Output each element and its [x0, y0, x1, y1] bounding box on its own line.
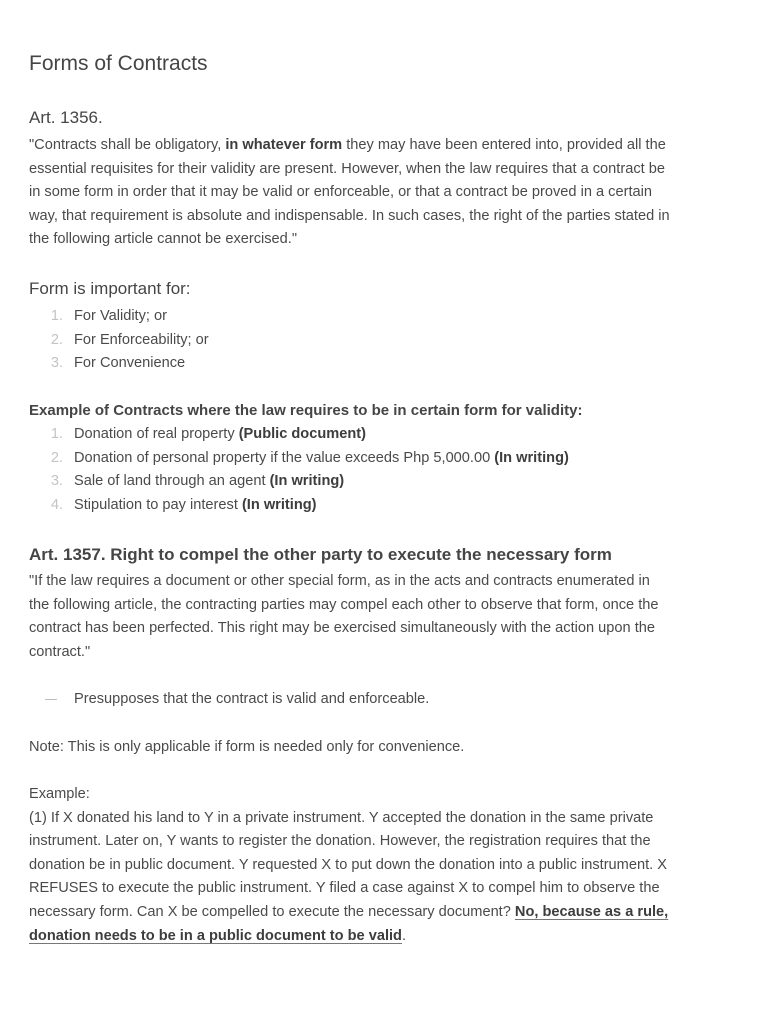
art-1357-paragraph: "If the law requires a document or other special form, as in the acts and contracts enumerated in the following article, the contracting parties may compel each other to observe that form, once the contract has been perfected. This right may be exercised simultaneously with the action upon the contract.": [29, 573, 659, 660]
bullet-item: Presupposes that the contract is valid and enforceable.: [29, 688, 429, 712]
form-important-list: [29, 305, 209, 376]
example-label: Example:: [29, 786, 90, 802]
note-text: Note: This is only applicable if form is needed only for convenience.: [29, 739, 465, 755]
validity-examples-heading: Example of Contracts where the law requires to be in certain form for validity:: [29, 402, 583, 419]
list-item: 3. Sale of land through an agent (In writing): [50, 473, 345, 490]
list-item: 1. For Validity; or: [50, 308, 167, 324]
art-1356-line-2: essential requisites for their validity are present. However, when the law requires that a contract be: [29, 160, 665, 177]
example-paragraph: Example: (1) If X donated his land to Y in a private instrument. Y accepted the donation in the same private instrument. Later on, Y wants to register the donation. However, the registration requires that the donation be in public document. Y requested X to put down the donation into a public instrument. X REFUSES to execute the public instrument. Y filed a case against X to compel him to observe the necessary form. Can X be compelled to execute the necessary document? No, because as a rule, donation needs to be in a public document to be valid.: [29, 783, 741, 948]
art-1356-line-1: "Contracts shall be obligatory, in whatever form they may have been entered into, provided all the: [29, 137, 666, 153]
answer-emphasis: No, because as a rule,: [514, 903, 669, 920]
art-1356-paragraph: [29, 134, 741, 252]
art-1356-heading: Art. 1356.: [29, 108, 103, 127]
validity-examples-list: [29, 423, 569, 517]
form-important-heading: Form is important for:: [29, 279, 191, 298]
art-1356-line-5: the following article cannot be exercised.": [29, 231, 298, 248]
art-1356-line-4: way, that requirement is absolute and indispensable. In such cases, the right of the parties stated in: [29, 207, 670, 224]
list-item: 3. For Convenience: [50, 355, 186, 372]
answer-emphasis-cont: donation needs to be in a public document to be valid: [29, 927, 402, 944]
dash-bullet-icon: [45, 699, 57, 700]
page-title: Forms of Contracts: [29, 52, 208, 75]
emphasis-whatever-form: in whatever form: [225, 137, 343, 153]
art-1357-heading: Art. 1357. Right to compel the other party to execute the necessary form: [29, 545, 612, 564]
list-item: 4. Stipulation to pay interest (In writing): [50, 496, 317, 513]
list-item: 2. For Enforceability; or: [50, 331, 209, 348]
list-item: 1. Donation of real property (Public document): [50, 426, 366, 442]
art-1356-line-3: in some form in order that it may be valid or enforceable, or that a contract be proved in a certain: [29, 184, 652, 201]
list-item: 2. Donation of personal property if the value exceeds Php 5,000.00 (In writing): [50, 449, 569, 466]
